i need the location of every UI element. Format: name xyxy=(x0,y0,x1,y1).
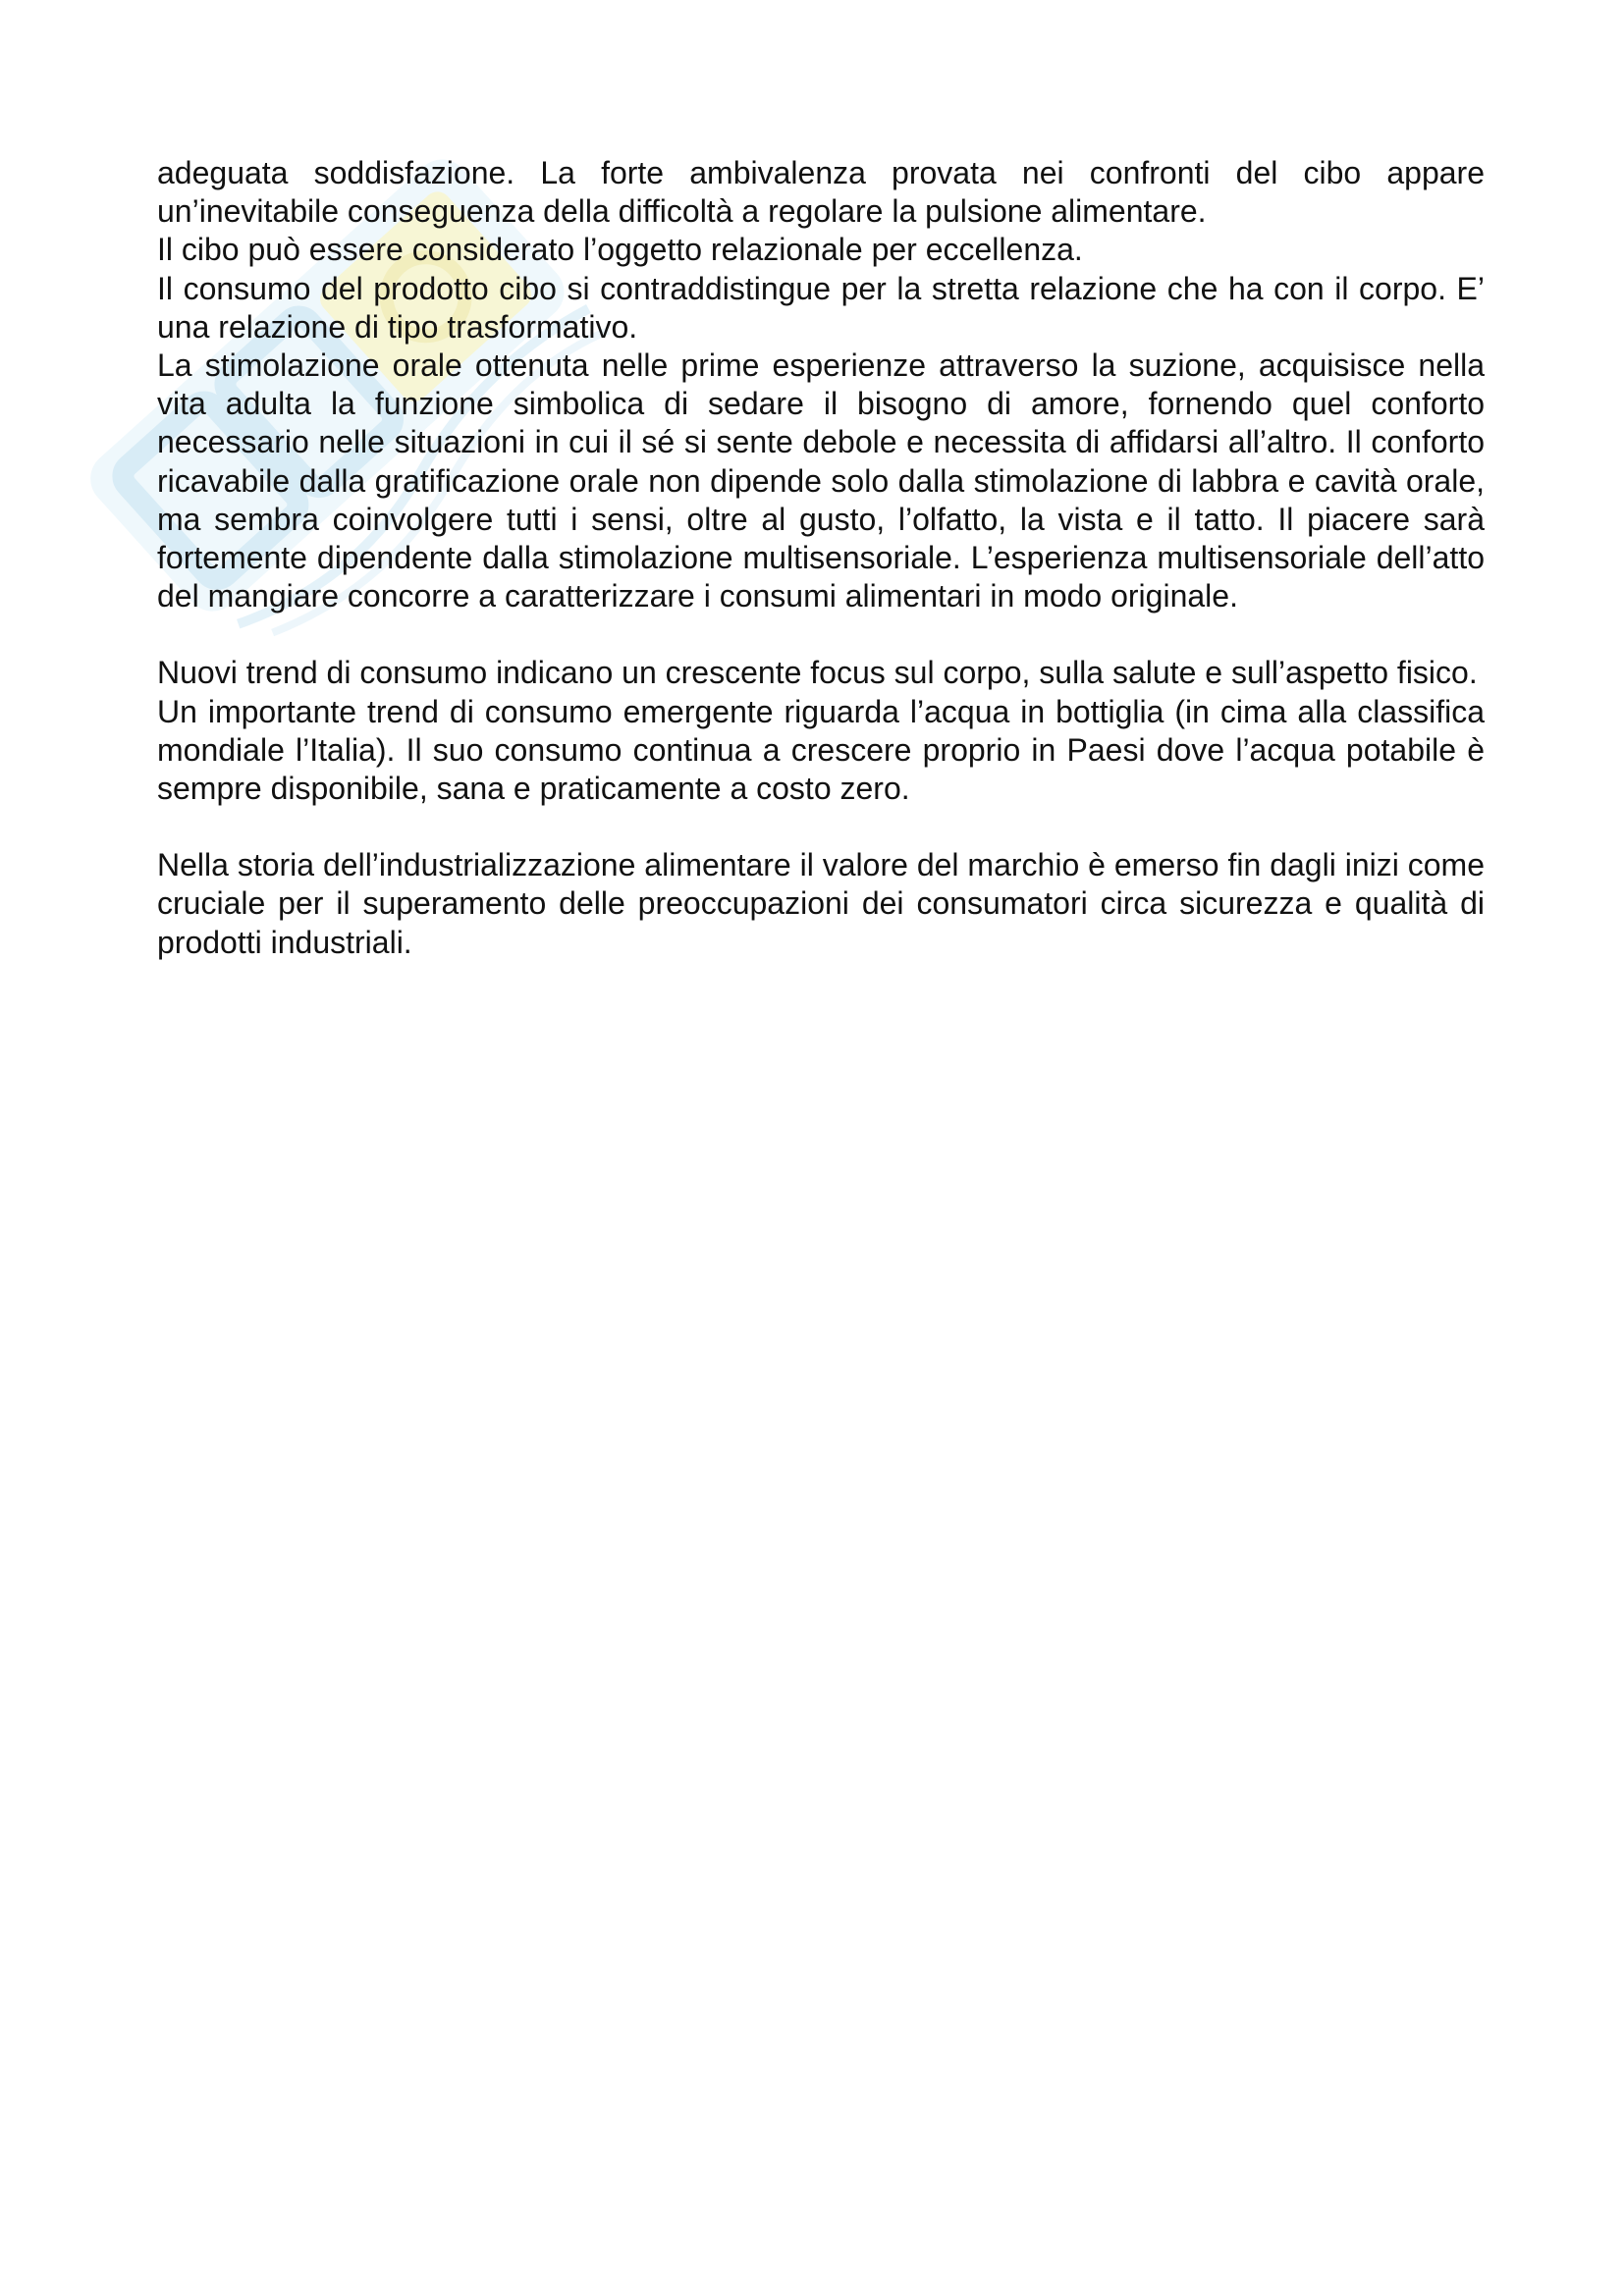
paragraph: La stimolazione orale ottenuta nelle prime esperienze attraverso la suzione, acquisisce nella vita adulta la funzione simbolica di sedare il bisogno di amore, fornendo quel conforto necessario nelle situazioni in cui il sé si sente debole e necessita di affidarsi all’altro. Il conforto ricavabile dalla gratificazione orale non dipende solo dalla stimolazione di labbra e cavità orale, ma sembra coinvolgere tutti i sensi, oltre al gusto, l’olfatto, la vista e il tatto. Il piacere sarà fortemente dipendente dalla stimolazione multisensoriale. L’esperienza multisensoriale dell’atto del mangiare concorre a caratterizzare i consumi alimentari in modo originale. xyxy=(157,347,1485,614)
paragraph-spacer xyxy=(157,808,1485,846)
paragraph: Nella storia dell’industrializzazione alimentare il valore del marchio è emerso fin dagli inizi come cruciale per il superamento delle preoccupazioni dei consumatori circa sicurezza e qualità di prodotti industriali. xyxy=(157,847,1485,960)
paragraph: Un importante trend di consumo emergente riguarda l’acqua in bottiglia (in cima alla classifica mondiale l’Italia). Il suo consumo continua a crescere proprio in Paesi dove l’acqua potabile è sempre disponibile, sana e praticamente a costo zero. xyxy=(157,693,1485,807)
paragraph-spacer xyxy=(157,615,1485,654)
paragraph: Il consumo del prodotto cibo si contraddistingue per la stretta relazione che ha con il corpo. E’ una relazione di tipo trasformativo. xyxy=(157,270,1485,345)
paragraph: Nuovi trend di consumo indicano un crescente focus sul corpo, sulla salute e sull’aspetto fisico. xyxy=(157,655,1478,691)
paragraph: adeguata soddisfazione. La forte ambivalenza provata nei confronti del cibo appare un’inevitabile conseguenza della difficoltà a regolare la pulsione alimentare. xyxy=(157,155,1485,230)
document-body xyxy=(157,154,1485,962)
paragraph: Il cibo può essere considerato l’oggetto relazionale per eccellenza. xyxy=(157,232,1083,268)
